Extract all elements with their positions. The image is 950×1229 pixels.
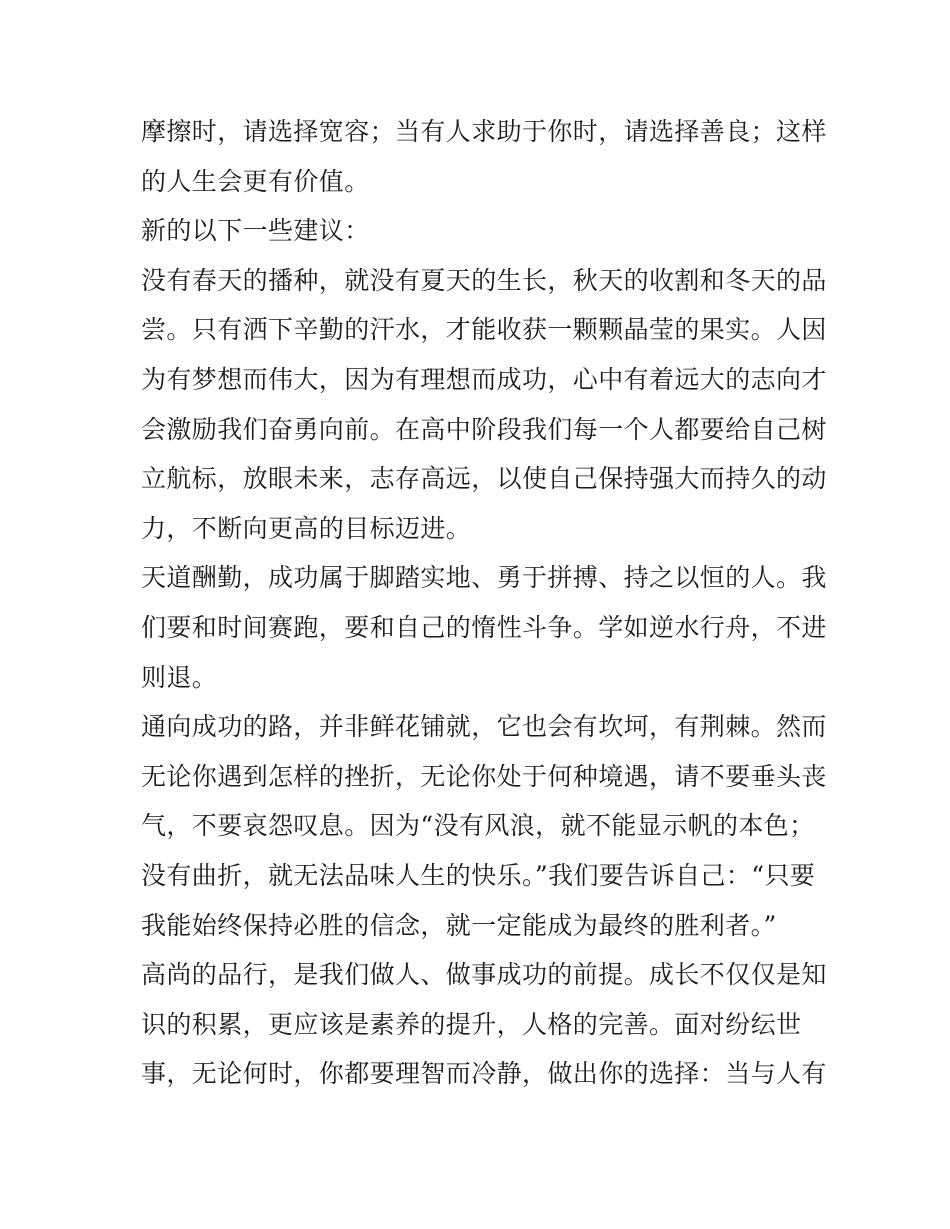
text-line: 天道酬勤，成功属于脚踏实地、勇于拼搏、持之以恒的人。我 [141, 563, 827, 593]
text-line: 为有梦想而伟大，因为有理想而成功，心中有着远大的志向才 [141, 364, 827, 394]
text-line: 会激励我们奋勇向前。在高中阶段我们每一个人都要给自己树 [141, 414, 827, 444]
text-line: 通向成功的路，并非鲜花铺就，它也会有坎坷，有荆棘。然而 [141, 712, 827, 742]
text-line: 识的积累，更应该是素养的提升，人格的完善。面对纷纭世 [141, 1009, 802, 1039]
text-line: 的人生会更有价值。 [141, 166, 370, 196]
text-line: 气，不要哀怨叹息。因为“没有风浪，就不能显示帆的本色； [141, 811, 815, 841]
text-line: 尝。只有洒下辛勤的汗水，才能收获一颗颗晶莹的果实。人因 [141, 315, 827, 345]
text-line: 立航标，放眼未来，志存高远，以使自己保持强大而持久的动 [141, 464, 827, 494]
text-line: 事，无论何时，你都要理智而冷静，做出你的选择：当与人有 [141, 1059, 827, 1089]
text-line: 无论你遇到怎样的挫折，无论你处于何种境遇，请不要垂头丧 [141, 761, 827, 791]
text-line: 新的以下一些建议： [141, 216, 370, 246]
text-line: 则退。 [141, 662, 218, 692]
document-body [141, 107, 827, 1099]
text-line: 高尚的品行，是我们做人、做事成功的前提。成长不仅仅是知 [141, 960, 827, 990]
text-line: 力，不断向更高的目标迈进。 [141, 513, 472, 543]
text-line: 我能始终保持必胜的信念，就一定能成为最终的胜利者。” [141, 910, 777, 940]
text-line: 没有春天的播种，就没有夏天的生长，秋天的收割和冬天的品 [141, 265, 827, 295]
text-line: 摩擦时，请选择宽容；当有人求助于你时，请选择善良；这样 [141, 117, 827, 146]
text-line: 没有曲折，就无法品味人生的快乐。”我们要告诉自己：“只要 [141, 860, 816, 890]
text-line: 们要和时间赛跑，要和自己的惰性斗争。学如逆水行舟，不进 [141, 612, 827, 642]
